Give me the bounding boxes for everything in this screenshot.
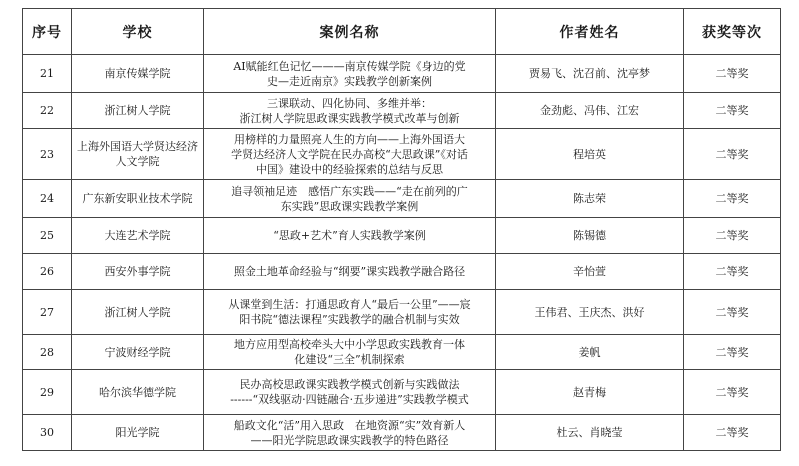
case-title-line: ——阳光学院思政课实践教学的特色路径	[250, 433, 449, 447]
cell-no: 21	[23, 55, 72, 93]
table-row	[23, 55, 781, 93]
cell-award: 二等奖	[684, 290, 781, 335]
cell-school: 广东新安职业技术学院	[72, 180, 204, 218]
header-case: 案例名称	[204, 9, 496, 55]
case-title-line: 中国》建设中的经验探索的总结与反思	[256, 162, 443, 176]
cell-no: 24	[23, 180, 72, 218]
cell-case	[204, 290, 496, 335]
case-title-line: 浙江树人学院思政课实践教学模式改革与创新	[239, 111, 460, 125]
cell-school: 宁波财经学院	[72, 335, 204, 370]
case-title-line: 化建设“三全”机制探索	[294, 353, 405, 366]
cell-case	[204, 415, 496, 451]
cell-award: 二等奖	[684, 218, 781, 254]
cell-case	[204, 335, 496, 370]
cell-case	[204, 93, 496, 129]
cell-author: 杜云、肖晓莹	[496, 415, 684, 451]
case-title-line: “思政+艺术”育人实践教学案例	[273, 229, 426, 242]
table-row	[23, 218, 781, 254]
case-title-line: 史—走近南京》实践教学创新案例	[267, 74, 432, 88]
case-title-line: 追寻领袖足迹 感悟广东实践——“走在前列的广	[231, 184, 468, 198]
cell-no: 22	[23, 93, 72, 129]
case-title-line: 用榜样的力量照亮人生的方向——上海外国语大	[234, 132, 465, 146]
cell-author: 王伟君、王庆杰、洪好	[496, 290, 684, 335]
cell-school: 南京传媒学院	[72, 55, 204, 93]
table-row	[23, 254, 781, 290]
cell-award: 二等奖	[684, 129, 781, 180]
cell-no: 27	[23, 290, 72, 335]
case-title-line: 东实践”思政课实践教学案例	[280, 199, 419, 213]
table-row	[23, 129, 781, 180]
cell-award: 二等奖	[684, 415, 781, 451]
cell-no: 30	[23, 415, 72, 451]
table-row	[23, 180, 781, 218]
table-row	[23, 335, 781, 370]
cell-case	[204, 370, 496, 415]
case-title-line: AI赋能红色记忆———南京传媒学院《身边的党	[233, 59, 466, 73]
cell-author: 程培英	[496, 129, 684, 180]
cell-case	[204, 180, 496, 218]
table-header-row	[23, 9, 781, 55]
header-no: 序号	[23, 9, 72, 55]
case-title-line: ------“双线驱动·四链融合·五步递进”实践教学模式	[230, 393, 469, 406]
cell-school: 上海外国语大学贤达经济人文学院	[72, 129, 204, 180]
cell-school: 大连艺术学院	[72, 218, 204, 254]
cell-award: 二等奖	[684, 370, 781, 415]
case-title-line: 照金土地革命经验与“纲要”课实践教学融合路径	[233, 265, 466, 278]
header-school: 学校	[72, 9, 204, 55]
cell-no: 26	[23, 254, 72, 290]
cell-case	[204, 254, 496, 290]
cell-school: 哈尔滨华德学院	[72, 370, 204, 415]
cell-author: 金劲彪、冯伟、江宏	[496, 93, 684, 129]
case-title-line: 从课堂到生活：打通思政育人“最后一公里”——宸	[228, 298, 471, 311]
case-title-line: 民办高校思政课实践教学模式创新与实践做法	[239, 378, 460, 391]
cell-no: 25	[23, 218, 72, 254]
case-title-line: 学贤达经济人文学院在民办高校“大思政课”《对话	[231, 147, 468, 161]
cell-award: 二等奖	[684, 55, 781, 93]
cell-case	[204, 129, 496, 180]
cell-award: 二等奖	[684, 180, 781, 218]
cell-author: 陈锡德	[496, 218, 684, 254]
cell-author: 辛怡萱	[496, 254, 684, 290]
cell-no: 23	[23, 129, 72, 180]
cell-school: 浙江树人学院	[72, 93, 204, 129]
awards-table	[22, 8, 781, 451]
cell-award: 二等奖	[684, 254, 781, 290]
cell-case	[204, 55, 496, 93]
case-title-line: 船政文化“活”用入思政 在地资源“实”效育新人	[233, 418, 466, 432]
case-title-line: 地方应用型高校牵头大中小学思政实践教育一体	[234, 338, 465, 351]
cell-case	[204, 218, 496, 254]
header-author: 作者姓名	[496, 9, 684, 55]
cell-school: 西安外事学院	[72, 254, 204, 290]
cell-school: 浙江树人学院	[72, 290, 204, 335]
cell-author: 姜帆	[496, 335, 684, 370]
cell-award: 二等奖	[684, 93, 781, 129]
cell-author: 陈志荣	[496, 180, 684, 218]
cell-author: 赵青梅	[496, 370, 684, 415]
cell-no: 28	[23, 335, 72, 370]
table-row	[23, 415, 781, 451]
cell-award: 二等奖	[684, 335, 781, 370]
cell-author: 贾易飞、沈召前、沈亭梦	[496, 55, 684, 93]
cell-no: 29	[23, 370, 72, 415]
case-title-line: 三课联动、四化协同、多维并举：	[267, 96, 432, 110]
table-row	[23, 93, 781, 129]
table-row	[23, 290, 781, 335]
case-title-line: 阳书院“德法课程”实践教学的融合机制与实效	[239, 313, 460, 326]
header-award: 获奖等次	[684, 9, 781, 55]
table-row	[23, 370, 781, 415]
cell-school: 阳光学院	[72, 415, 204, 451]
